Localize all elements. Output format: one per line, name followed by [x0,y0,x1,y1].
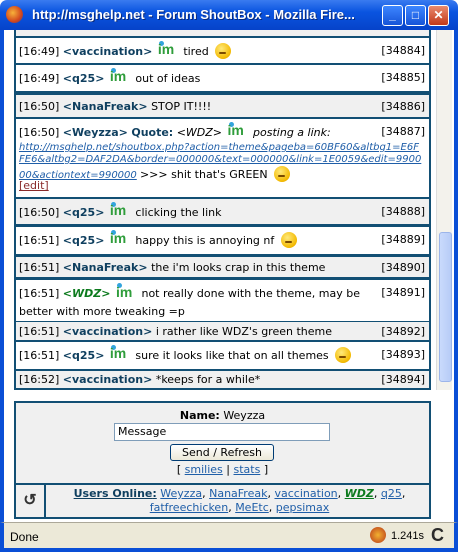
shout-user[interactable]: <q25> [62,206,105,219]
window-title: http://msghelp.net - Forum ShoutBox - Mozilla Fire... [32,7,355,22]
name-label: Name: [179,409,220,422]
close-bracket: ] [263,463,269,476]
shout-row-partial [16,30,429,36]
shout-message: tired [183,45,209,58]
shout-row [16,257,429,277]
status-text: Done [10,530,39,544]
shout-list [14,30,431,390]
shout-id: [34885] [381,71,425,84]
shout-user[interactable]: <NanaFreak> [62,100,148,113]
shout-user[interactable]: <vaccination> [62,45,153,58]
im-icon: im [109,345,127,361]
users-online-label: Users Online [73,487,153,500]
online-user[interactable]: Weyzza [160,487,203,500]
close-button[interactable]: ✕ [428,5,449,26]
im-icon: im [109,202,127,218]
firefox-icon [6,6,23,23]
im-icon: im [109,68,127,84]
online-user[interactable]: WDZ [344,487,374,500]
annoyed-smiley-icon [281,232,297,248]
online-user[interactable]: NanaFreak [209,487,268,500]
shout-id: [34887] [381,125,425,138]
shout-message: i rather like WDZ's green theme [155,325,332,338]
load-time: 1.241s [391,530,425,542]
stats-link[interactable]: stats [233,463,261,476]
shout-time: [16:50] [19,126,60,139]
shout-time: [16:50] [19,206,60,219]
shout-message: out of ideas [135,72,201,85]
shout-id: [34888] [381,205,425,218]
title-bar [0,0,458,30]
online-user[interactable]: MeEtc [235,501,269,514]
page-content [4,30,454,522]
maximize-button[interactable]: □ [405,5,426,26]
quote-text: posting a link: [253,126,331,139]
open-bracket: [ [176,463,182,476]
shout-id: [34891] [381,286,425,299]
quote-label: Quote: [131,126,174,139]
shout-time: [16:51] [19,325,60,338]
shout-user[interactable]: <q25> [62,349,105,362]
shout-user[interactable]: <vaccination> [62,325,153,338]
shout-message: not really done with the theme, may be better with more tweaking =p [19,287,360,318]
vertical-scrollbar[interactable] [436,30,452,390]
online-user[interactable]: pepsimax [275,501,330,514]
shout-time: [16:51] [19,349,60,362]
online-user[interactable]: fatfreechicken [149,501,229,514]
refresh-icon[interactable]: ↺ [16,485,46,517]
shout-message: *keeps for a while* [155,373,261,386]
shout-user[interactable]: <q25> [62,234,105,247]
shout-message: >>> shit that's GREEN [139,168,268,181]
name-line [16,409,429,422]
shout-time: [16:52] [19,373,60,386]
quote-user: <WDZ> [176,126,223,139]
shout-user[interactable]: <WDZ> [62,287,111,300]
shout-row [16,38,429,63]
sleepy-smiley-icon [215,43,231,59]
extension-icon[interactable] [370,527,386,543]
users-online-list: Users Online: Weyzza, NanaFreak, vaccination, WDZ, q25, fatfreechicken, MeEtc, pepsimax [73,487,406,514]
name-value: Weyzza [223,409,266,422]
window-frame-right [454,30,458,522]
scrollbar-thumb[interactable] [439,232,452,382]
shout-time: [16:51] [19,234,60,247]
shout-time: [16:49] [19,45,60,58]
im-icon: im [157,41,175,57]
shout-id: [34884] [381,44,425,57]
edit-link[interactable]: [edit] [19,179,49,192]
shout-user[interactable]: <vaccination> [62,373,153,386]
shout-row [16,65,429,91]
online-user[interactable]: q25 [380,487,402,500]
status-bar [0,522,458,552]
shout-row [16,199,429,224]
im-icon: im [227,122,244,138]
c-extension-icon[interactable]: C [431,525,444,545]
shout-user[interactable]: <NanaFreak> [62,261,148,274]
shout-time: [16:51] [19,261,60,274]
shout-message: happy this is annoying nf [135,234,275,247]
shout-id: [34886] [381,100,425,113]
shout-message: clicking the link [135,206,222,219]
send-refresh-button[interactable]: Send / Refresh [170,444,274,461]
minimize-button[interactable]: _ [382,5,403,26]
shout-row [16,342,429,369]
shout-row [16,322,429,340]
shout-message: STOP IT!!!! [151,100,212,113]
shout-row [16,227,429,254]
shout-id: [34893] [381,348,425,361]
smilies-link[interactable]: smilies [184,463,223,476]
link-separator: | [226,463,230,476]
shout-row [16,95,429,117]
shout-time: [16:51] [19,287,60,300]
form-links [16,463,429,476]
shout-user[interactable]: <q25> [62,72,105,85]
shout-row [16,371,429,388]
unimpressed-smiley-icon [335,347,351,363]
shout-id: [34894] [381,373,425,386]
message-input[interactable]: Message [114,423,330,441]
shout-id: [34889] [381,233,425,246]
shout-time: [16:50] [19,100,60,113]
tongue-smiley-icon [274,166,290,182]
shout-row [16,119,429,197]
im-icon: im [115,284,133,300]
online-user[interactable]: vaccination [274,487,338,500]
shout-message: the i'm looks crap in this theme [151,261,326,274]
shout-row [16,280,429,321]
shout-message: sure it looks like that on all themes [135,349,329,362]
shout-time: [16:49] [19,72,60,85]
shout-id: [34892] [381,325,425,338]
users-online-box [14,483,431,519]
shout-user[interactable]: <Weyzza> [62,126,128,139]
shout-link[interactable]: http://msghelp.net/shoutbox.php?action=theme&pageba=60BF60&altbg1=E6FFE6&altbg2=DAF2DA&border=000000&text=000000&link=1E0059&edit=990000&actiontext=990000 [19,142,422,181]
im-icon: im [109,230,127,246]
shout-id: [34890] [381,261,425,274]
